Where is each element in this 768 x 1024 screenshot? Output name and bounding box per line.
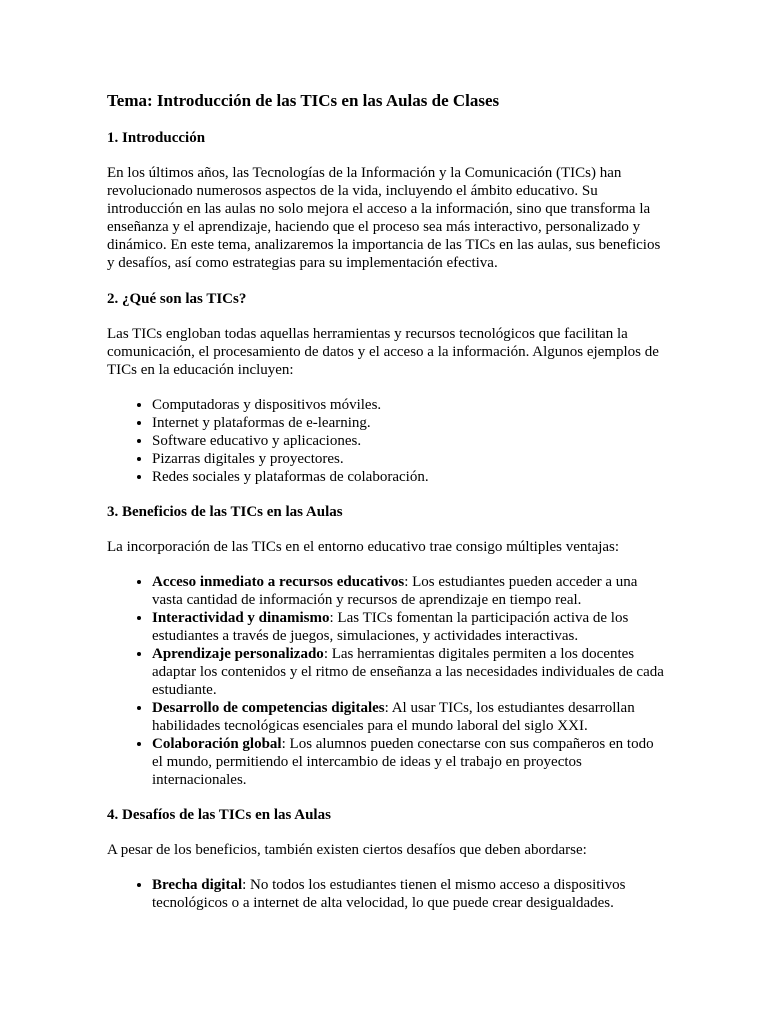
document-page bbox=[107, 90, 667, 912]
list-item: • Computadoras y dispositivos móviles. bbox=[152, 396, 667, 414]
list-item-text: : Los alumnos pueden conectarse con sus compañeros en todo el mundo, permitiendo el intercambio de ideas y el trabajo en proyectos internacionales. bbox=[152, 736, 654, 788]
list-item-term: Acceso inmediato a recursos educativos bbox=[152, 574, 405, 590]
list-item-text: : Los estudiantes pueden acceder a una vasta cantidad de información y recursos de aprendizaje en tiempo real. bbox=[152, 574, 638, 608]
list-item: • Software educativo y aplicaciones. bbox=[152, 432, 667, 450]
benefits-list bbox=[107, 573, 667, 789]
tics-examples-list bbox=[107, 396, 667, 486]
list-item-term: Desarrollo de competencias digitales bbox=[152, 700, 385, 716]
list-item-text: : No todos los estudiantes tienen el mismo acceso a dispositivos tecnológicos o a internet de alta velocidad, lo que puede crear desigualdades. bbox=[152, 877, 626, 911]
section-heading-que-son: 2. ¿Qué son las TICs? bbox=[107, 291, 247, 307]
document-title: Tema: Introducción de las TICs en las Aulas de Clases bbox=[107, 91, 500, 110]
list-item-text: : Las herramientas digitales permiten a los docentes adaptar los contenidos y el ritmo de enseñanza a las necesidades individuales de cada estudiante. bbox=[152, 646, 664, 698]
list-item-term: Aprendizaje personalizado bbox=[152, 646, 324, 662]
list-item bbox=[152, 699, 667, 735]
section-heading-introduccion: 1. Introducción bbox=[107, 130, 206, 146]
list-item bbox=[152, 573, 667, 609]
list-item: • Redes sociales y plataformas de colaboración. bbox=[152, 468, 667, 486]
intro-paragraph: En los últimos años, las Tecnologías de la Información y la Comunicación (TICs) han revolucionado numerosos aspectos de la vida, incluyendo el ámbito educativo. Su introducción en las aulas no solo mejora el acceso a la información, sino que transforma la enseñanza y el aprendizaje, haciendo que el proceso sea más interactivo, personalizado y dinámico. En este tema, analizaremos la importancia de las TICs en las aulas, sus beneficios y desafíos, así como estrategias para su implementación efectiva. bbox=[107, 165, 661, 271]
list-item-term: Interactividad y dinamismo bbox=[152, 610, 330, 626]
list-item-term: Brecha digital bbox=[152, 877, 243, 893]
list-item bbox=[152, 609, 667, 645]
challenges-paragraph: A pesar de los beneficios, también existen ciertos desafíos que deben abordarse: bbox=[107, 842, 587, 858]
section-heading-beneficios: 3. Beneficios de las TICs en las Aulas bbox=[107, 504, 343, 520]
section-heading-desafios: 4. Desafíos de las TICs en las Aulas bbox=[107, 807, 331, 823]
list-item bbox=[152, 735, 667, 789]
list-item: • Internet y plataformas de e-learning. bbox=[152, 414, 667, 432]
list-item: • Pizarras digitales y proyectores. bbox=[152, 450, 667, 468]
list-item-text: : Al usar TICs, los estudiantes desarrollan habilidades tecnológicas esenciales para el mundo laboral del siglo XXI. bbox=[152, 700, 635, 734]
challenges-list bbox=[107, 876, 667, 912]
list-item-term: Colaboración global bbox=[152, 736, 282, 752]
benefits-paragraph: La incorporación de las TICs en el entorno educativo trae consigo múltiples ventajas: bbox=[107, 539, 620, 555]
what-paragraph: Las TICs engloban todas aquellas herramientas y recursos tecnológicos que facilitan la comunicación, el procesamiento de datos y el acceso a la información. Algunos ejemplos de TICs en la educación incluyen: bbox=[107, 326, 659, 378]
list-item-text: : Las TICs fomentan la participación activa de los estudiantes a través de juegos, simulaciones, y actividades interactivas. bbox=[152, 610, 629, 644]
list-item bbox=[152, 876, 667, 912]
list-item bbox=[152, 645, 667, 699]
